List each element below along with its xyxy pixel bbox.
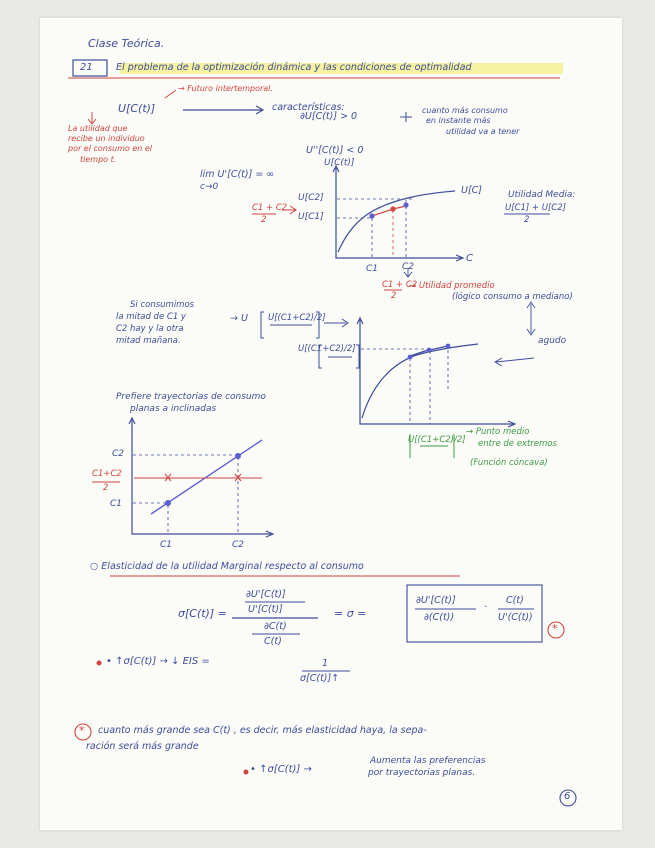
note-star-marker: * <box>79 724 85 737</box>
graph1-curve-label: U[C] <box>461 185 482 196</box>
note-result-expression: • ↑σ[C(t)] → <box>250 764 312 775</box>
note-line: ración será más grande <box>86 741 199 752</box>
graph3-x-tick-c1: C1 <box>160 540 173 550</box>
mid-below-den: 2 <box>391 291 397 301</box>
graph3-y-tick-c2: C2 <box>112 449 125 459</box>
avg-formula-num: U[C1] + U[C2] <box>505 203 566 213</box>
logic-note: (lógico consumo a mediano) <box>452 292 573 302</box>
mid-left-num: C1 + C2 <box>252 203 288 213</box>
concave-note: (Función cóncava) <box>470 458 548 468</box>
star-marker: * <box>552 622 558 635</box>
frac2-denominator: ∂(C(t)) <box>424 612 455 623</box>
sigma-equals: = σ = <box>334 607 367 620</box>
second-derivative: U''[C(t)] < 0 <box>306 145 364 156</box>
graph2-intro-line: mitad mañana. <box>116 336 181 346</box>
frac2-c-denominator: U'(C(t)) <box>498 612 533 623</box>
graph2-intro-line: C2 hay y la otra <box>116 324 184 334</box>
frac1-numerator-top: ∂U'[C(t)] <box>246 589 286 600</box>
frac2-dot: · <box>484 602 488 613</box>
graph1-x-tick-c2: C2 <box>402 262 415 272</box>
mid-left-den: 2 <box>261 215 267 225</box>
graph3-y-tick-c1: C1 <box>110 499 123 509</box>
utility-function: U[C(t)] <box>118 102 156 115</box>
note-line: cuanto más grande sea C(t) , es decir, más elasticidad haya, la sepa- <box>98 725 427 736</box>
graph3-y-tick-mid-den: 2 <box>103 483 109 493</box>
graph1-u-c1: U[C1] <box>298 212 324 222</box>
marginal-note-line: cuanto más consumo <box>422 106 508 115</box>
graph2-expression-arrow: → U <box>230 313 248 324</box>
frac2-numerator: ∂U'[C(t)] <box>416 595 456 606</box>
marginal-note-line: en instante más <box>426 116 491 125</box>
eis-numerator: 1 <box>322 658 329 669</box>
page-number: 6 <box>564 791 571 802</box>
graph2-intro-line: la mitad de C1 y <box>116 312 186 322</box>
midpoint-note-line: entre de extremos <box>478 439 557 449</box>
frac1-numerator-bottom: U'[C(t)] <box>248 604 283 615</box>
limit-expression: lim U'[C(t)] = ∞ <box>200 169 275 180</box>
elasticity-heading: ○ Elasticidad de la utilidad Marginal respecto al consumo <box>90 561 364 572</box>
graph1-x-tick-c1: C1 <box>366 264 379 274</box>
graph3-y-tick-mid-num: C1+C2 <box>92 469 122 479</box>
marginal-positive: ∂U[C(t)] > 0 <box>300 111 358 122</box>
graph3-title-line: Prefiere trayectorias de consumo <box>116 392 266 402</box>
utility-graph-1 <box>333 166 463 277</box>
side-note-line: por el consumo en el <box>68 144 153 153</box>
limit-subscript: c→0 <box>200 182 219 192</box>
side-note-line: recibe un individuo <box>68 134 145 143</box>
graph2-bottom-label: U[(C1+C2)/2] <box>408 435 466 445</box>
page-title: Clase Teórica. <box>88 37 165 50</box>
utility-graph-2 <box>324 302 535 427</box>
mid-below-num: C1 + C2 <box>382 280 418 290</box>
graph2-expression: U[(C1+C2)/2] <box>268 313 326 323</box>
section-title: El problema de la optimización dinámica y las condiciones de optimalidad <box>116 62 472 73</box>
note-result-line: por trayectorias planas. <box>368 768 476 778</box>
side-note-line: La utilidad que <box>68 124 128 133</box>
graph1-y-axis-label: U[C(t)] <box>324 158 355 168</box>
avg-utility-label: Utilidad Media: <box>508 190 576 200</box>
avg-formula-den: 2 <box>524 215 530 225</box>
section-number: 21 <box>80 62 93 73</box>
agudo-label: agudo <box>538 336 567 346</box>
graph1-u-c2: U[C2] <box>298 193 324 203</box>
characteristics-title: características: <box>272 102 345 113</box>
graph1-x-axis-label: C <box>466 253 473 264</box>
consumption-path-graph <box>129 418 273 537</box>
midpoint-note-line: → Punto medio <box>466 427 530 437</box>
frac1-denominator-top: ∂C(t) <box>264 621 287 632</box>
avg-utility-note: → Utilidad promedio <box>409 281 495 291</box>
note-result-line: Aumenta las preferencias <box>370 756 486 766</box>
side-note-line: tiempo t. <box>80 155 117 164</box>
frac2-c-numerator: C(t) <box>506 595 524 606</box>
graph2-y-label: U[(C1+C2)/2] <box>298 344 356 354</box>
graph3-title-line: planas a inclinadas <box>130 404 217 414</box>
eis-denominator: σ[C(t)]↑ <box>300 673 340 684</box>
graph3-x-tick-c2: C2 <box>232 540 245 550</box>
frac1-denominator-bottom: C(t) <box>264 636 282 647</box>
side-note-arrow <box>88 112 96 124</box>
graph2-intro-line: Si consumimos <box>130 300 195 310</box>
sigma-lhs: σ[C(t)] = <box>178 607 227 620</box>
marginal-note-line: utilidad va a tener <box>446 127 520 136</box>
eis-expression: • ↑σ[C(t)] → ↓ EIS = <box>106 656 210 667</box>
future-note: → Futuro intertemporal. <box>178 84 273 93</box>
